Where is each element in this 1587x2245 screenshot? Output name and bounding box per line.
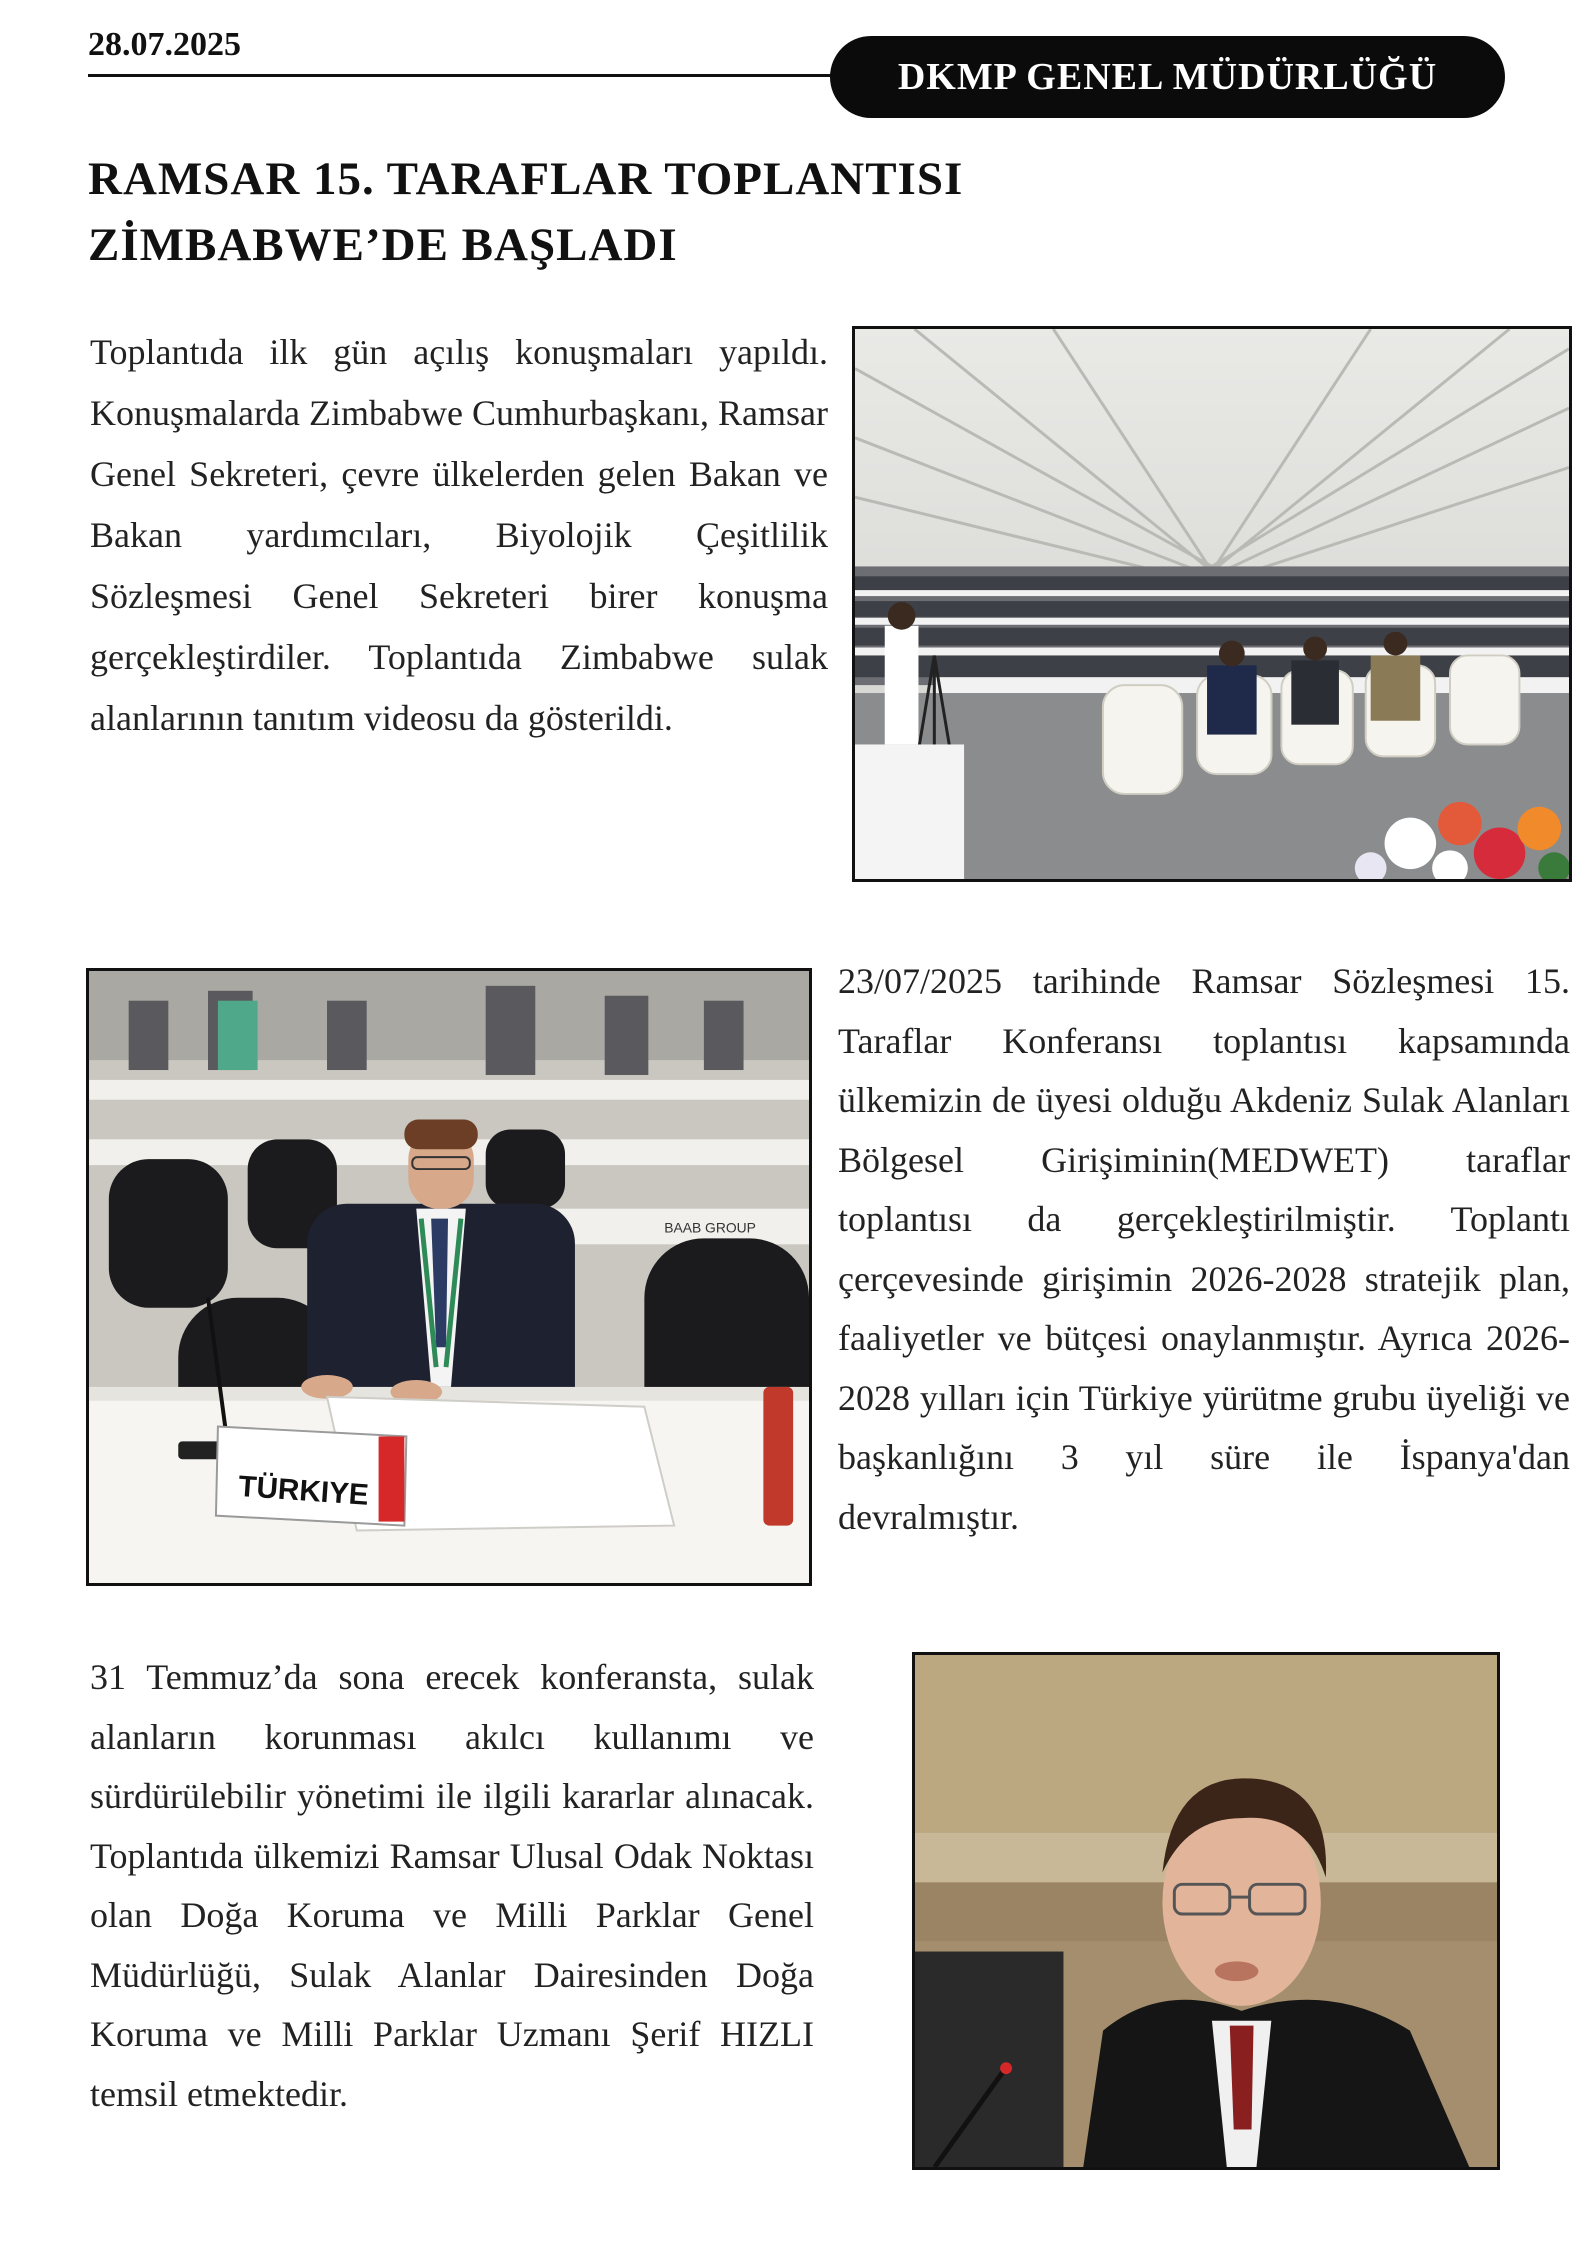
organization-name: DKMP GENEL MÜDÜRLÜĞÜ	[897, 56, 1438, 98]
table-label: BAAB GROUP	[664, 1219, 756, 1236]
photo-delegate-turkiye	[86, 968, 812, 1586]
paragraph-representation: 31 Temmuz’da sona erecek konferansta, sulak alanların korunması akılcı kullanımı ve sürdürülebilir yönetimi ile ilgili kararlar alınacak. Toplantıda ülkemizi Ramsar Ulusal Odak Noktası olan Doğa Koruma ve Milli Parklar Genel Müdürlüğü, Sulak Alanlar Dairesinden Doğa Koruma ve Milli Parklar Uzmanı Şerif HIZLI temsil etmektedir.	[90, 1657, 814, 2114]
paragraph-opening: Toplantıda ilk gün açılış konuşmaları yapıldı. Konuşmalarda Zimbabwe Cumhurbaşkanı, Ramsar Genel Sekreteri, çevre ülkelerden gelen Bakan ve Bakan yardımcıları, Biyolojik Çeşitlilik Sözleşmesi Genel Sekreteri birer konuşma gerçekleştirdiler. Toplantıda Zimbabwe sulak alanlarının tanıtım videosu da gösterildi.	[90, 332, 828, 738]
title-line-2: ZİMBABWE’DE BAŞLADI	[88, 219, 678, 271]
header-rule	[88, 74, 878, 77]
paragraph-medwet: 23/07/2025 tarihinde Ramsar Sözleşmesi 15. Taraflar Konferansı toplantısı kapsamında ülkemizin de üyesi olduğu Akdeniz Sulak Alanları Bölgesel Girişiminin(MEDWET) taraflar toplantısı da gerçekleştirilmiştir. Toplantı çerçevesinde girişimin 2026-2028 stratejik plan, faaliyetler ve bütçesi onaylanmıştır. Ayrıca 2026-2028 yılları için Türkiye yürütme grubu üyeliği ve başkanlığını 3 yıl süre ile İspanya'dan devralmıştır.	[838, 961, 1570, 1537]
nameplate-text: TÜRKIYE	[237, 1469, 370, 1512]
title-line-1: RAMSAR 15. TARAFLAR TOPLANTISI	[88, 153, 964, 205]
organization-badge	[830, 36, 1505, 118]
photo-conference-hall	[852, 326, 1572, 882]
speaker-illustration	[915, 1655, 1497, 2167]
conference-hall-illustration	[855, 329, 1569, 879]
article-title	[88, 146, 1088, 278]
issue-date: 28.07.2025	[88, 26, 241, 63]
photo-speaker	[912, 1652, 1500, 2170]
delegate-illustration	[89, 971, 809, 1583]
